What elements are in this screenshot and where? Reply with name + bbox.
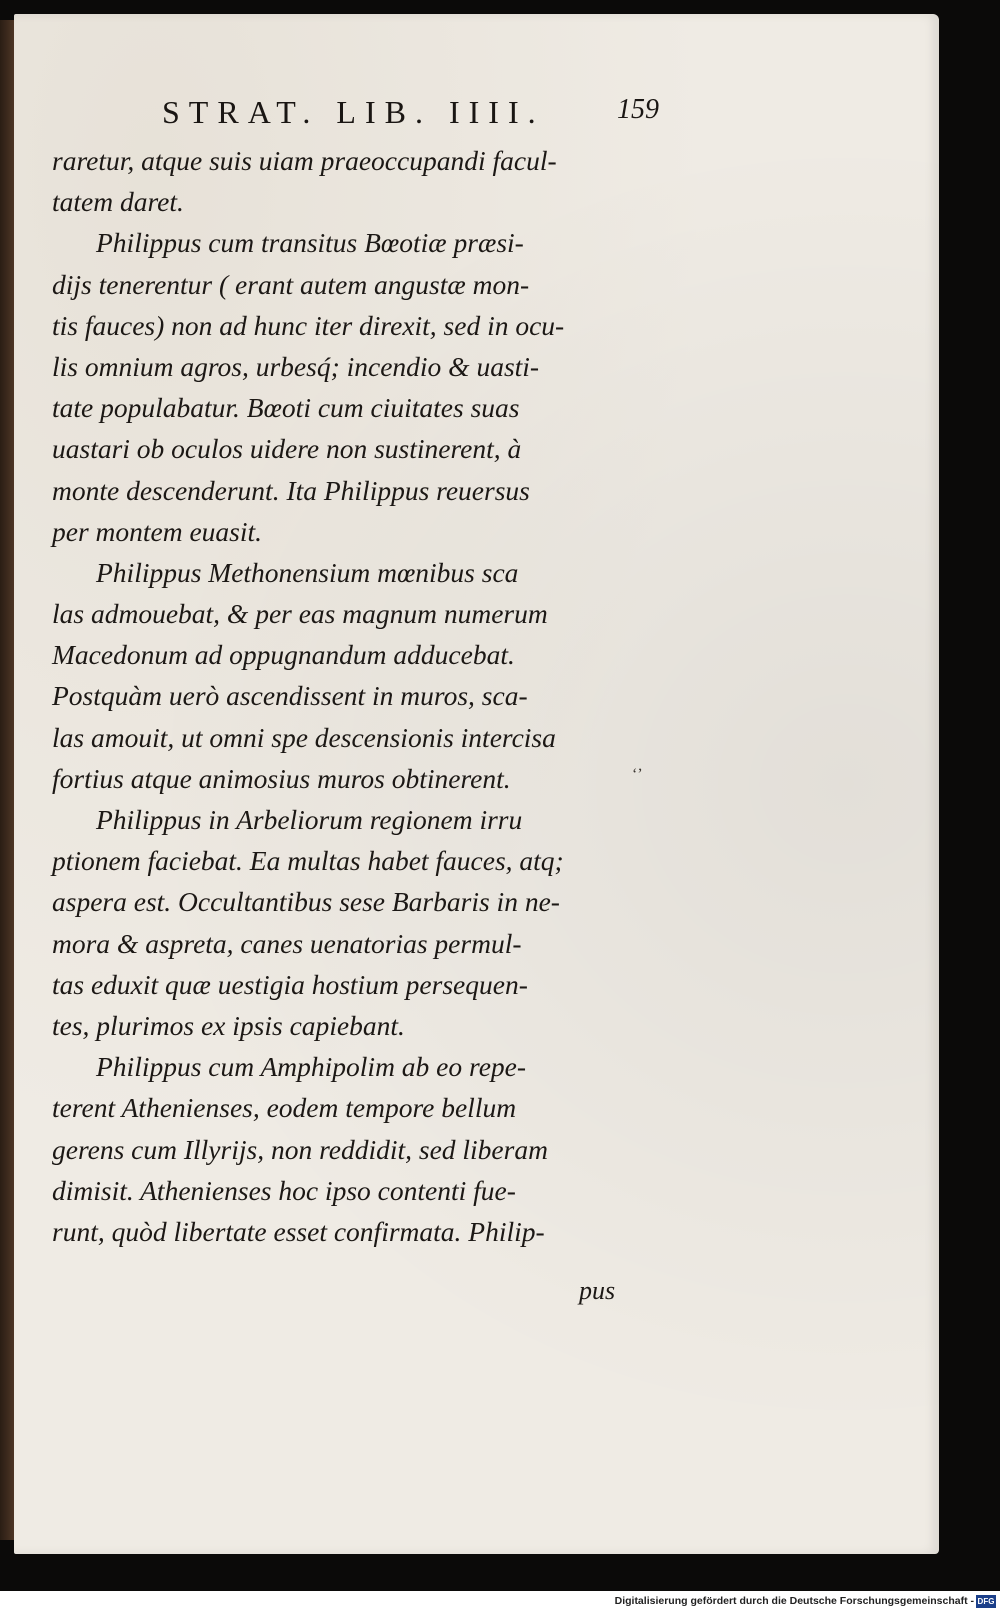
text-line: tas eduxit quæ uestigia hostium persequen- xyxy=(52,968,528,1000)
text-line: las admouebat, & per eas magnum numerum xyxy=(52,598,548,630)
text-line: las amouit, ut omni spe descensionis intercisa xyxy=(52,721,556,753)
text-line: aspera est. Occultantibus sese Barbaris in ne- xyxy=(52,886,560,918)
footer-credit: Digitalisierung gefördert durch die Deutsche Forschungsgemeinschaft - xyxy=(614,1595,974,1607)
text-line: Philippus in Arbeliorum regionem irru xyxy=(96,804,523,835)
page-header xyxy=(162,94,662,134)
dfg-logo: DFG xyxy=(977,1597,995,1606)
text-line: tis fauces) non ad hunc iter direxit, sed in ocu- xyxy=(52,309,565,341)
text-line: dimisit. Athenienses hoc ipso contenti fue- xyxy=(52,1174,516,1206)
text-line: ptionem faciebat. Ea multas habet fauces, atq; xyxy=(52,845,564,877)
book-page xyxy=(14,14,939,1554)
margin-mark: ‘’ xyxy=(632,766,643,783)
text-line: mora & aspreta, canes uenatorias permul- xyxy=(52,927,522,959)
text-line: tate populabatur. Bœoti cum ciuitates suas xyxy=(52,392,520,424)
text-line: gerens cum Illyrijs, non reddidit, sed liberam xyxy=(52,1133,548,1165)
text-line: terent Athenienses, eodem tempore bellum xyxy=(52,1092,517,1124)
catchword: pus xyxy=(579,1276,616,1305)
text-line: fortius atque animosius muros obtinerent. xyxy=(52,762,511,794)
text-line: dijs tenerentur ( erant autem angustæ mon- xyxy=(52,268,530,300)
text-line: Philippus Methonensium mœnibus sca xyxy=(96,556,519,588)
text-line: monte descenderunt. Ita Philippus reuersus xyxy=(52,474,530,506)
page-number: 159 xyxy=(617,94,659,125)
text-line: uastari ob oculos uidere non sustinerent, à xyxy=(52,433,522,465)
text-block xyxy=(52,140,672,1252)
text-line: Philippus cum Amphipolim ab eo repe- xyxy=(96,1051,527,1083)
text-line: raretur, atque suis uiam praeoccupandi facul- xyxy=(52,145,557,176)
text-line: runt, quòd libertate esset confirmata. Philip- xyxy=(52,1215,545,1247)
text-line: tes, plurimos ex ipsis capiebant. xyxy=(52,1009,405,1041)
text-line: lis omnium agros, urbesq́; incendio & uasti- xyxy=(52,350,540,382)
text-line: per montem euasit. xyxy=(52,515,263,547)
text-line: tatem daret. xyxy=(52,186,184,218)
text-line: Postquàm uerò ascendissent in muros, sca- xyxy=(52,680,528,712)
running-head: STRAT. LIB. IIII. xyxy=(162,94,545,130)
text-line: Macedonum ad oppugnandum adducebat. xyxy=(52,639,515,671)
text-line: Philippus cum transitus Bœotiæ præsi- xyxy=(96,227,524,259)
footer-strip xyxy=(0,1591,1000,1613)
